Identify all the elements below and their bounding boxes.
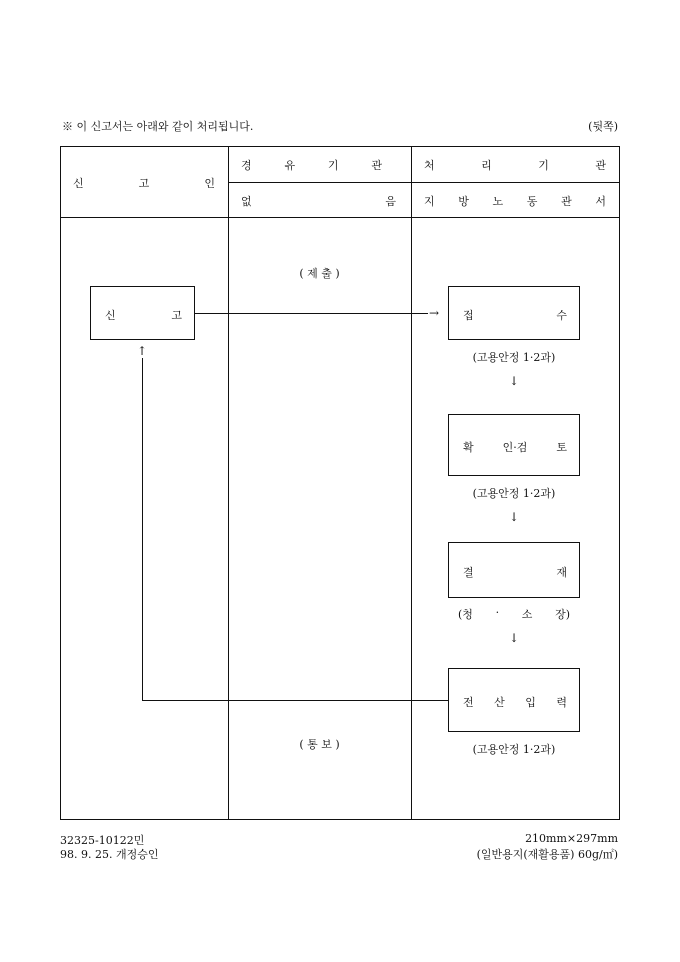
arrow-down-icon: ↓ [508, 631, 520, 645]
header-none: 없 음 [241, 195, 396, 208]
table-right-border [619, 146, 620, 820]
notify-connector-line [142, 700, 448, 701]
column-divider-1 [228, 146, 229, 820]
paper-size: 210mm×297mm [525, 832, 618, 845]
approval-date: 98. 9. 25. 개정승인 [60, 848, 159, 861]
receive-box-label: 접 수 [463, 309, 567, 322]
data-entry-dept: (고용안정 1·2과) [472, 743, 556, 756]
column-divider-2 [411, 146, 412, 820]
header-regional-labor-office: 지 방 노 동 관 서 [424, 195, 606, 208]
processing-note: ※ 이 신고서는 아래와 같이 처리됩니다. [62, 120, 254, 133]
approve-box-label: 결 재 [463, 566, 567, 579]
notify-return-line [142, 358, 143, 700]
receive-box [448, 286, 580, 340]
receive-dept: (고용안정 1·2과) [472, 351, 556, 364]
submit-label: ( 제 출 ) [299, 267, 340, 280]
header-bottom-border [60, 217, 620, 218]
header-mid-divider [228, 182, 620, 183]
approve-box [448, 542, 580, 598]
header-reporter: 신 고 인 [73, 177, 215, 190]
table-top-border [60, 146, 620, 147]
table-left-border [60, 146, 61, 820]
data-entry-box-label: 전 산 입 력 [463, 696, 567, 709]
arrow-down-icon: ↓ [508, 374, 520, 388]
verify-dept: (고용안정 1·2과) [472, 487, 556, 500]
paper-type: (일반용지(재활용품) 60g/㎡) [476, 848, 618, 861]
form-number: 32325-10122민 [60, 834, 145, 847]
notify-label: ( 통 보 ) [299, 738, 340, 751]
back-side-label: (뒷쪽) [588, 120, 618, 133]
arrow-up-icon: ↑ [137, 344, 148, 358]
verify-box [448, 414, 580, 476]
arrow-right-icon: → [429, 306, 440, 320]
report-box [90, 286, 195, 340]
report-box-label: 신 고 [105, 309, 182, 322]
data-entry-box [448, 668, 580, 732]
verify-box-label: 확 인·검 토 [463, 441, 567, 454]
header-via-agency: 경 유 기 관 [241, 159, 382, 172]
arrow-down-icon: ↓ [508, 510, 520, 524]
submit-connector-line [195, 313, 428, 314]
approve-dept: (청 · 소 장) [458, 606, 570, 621]
header-processing-agency: 처 리 기 관 [424, 159, 606, 172]
table-bottom-border [60, 819, 620, 820]
